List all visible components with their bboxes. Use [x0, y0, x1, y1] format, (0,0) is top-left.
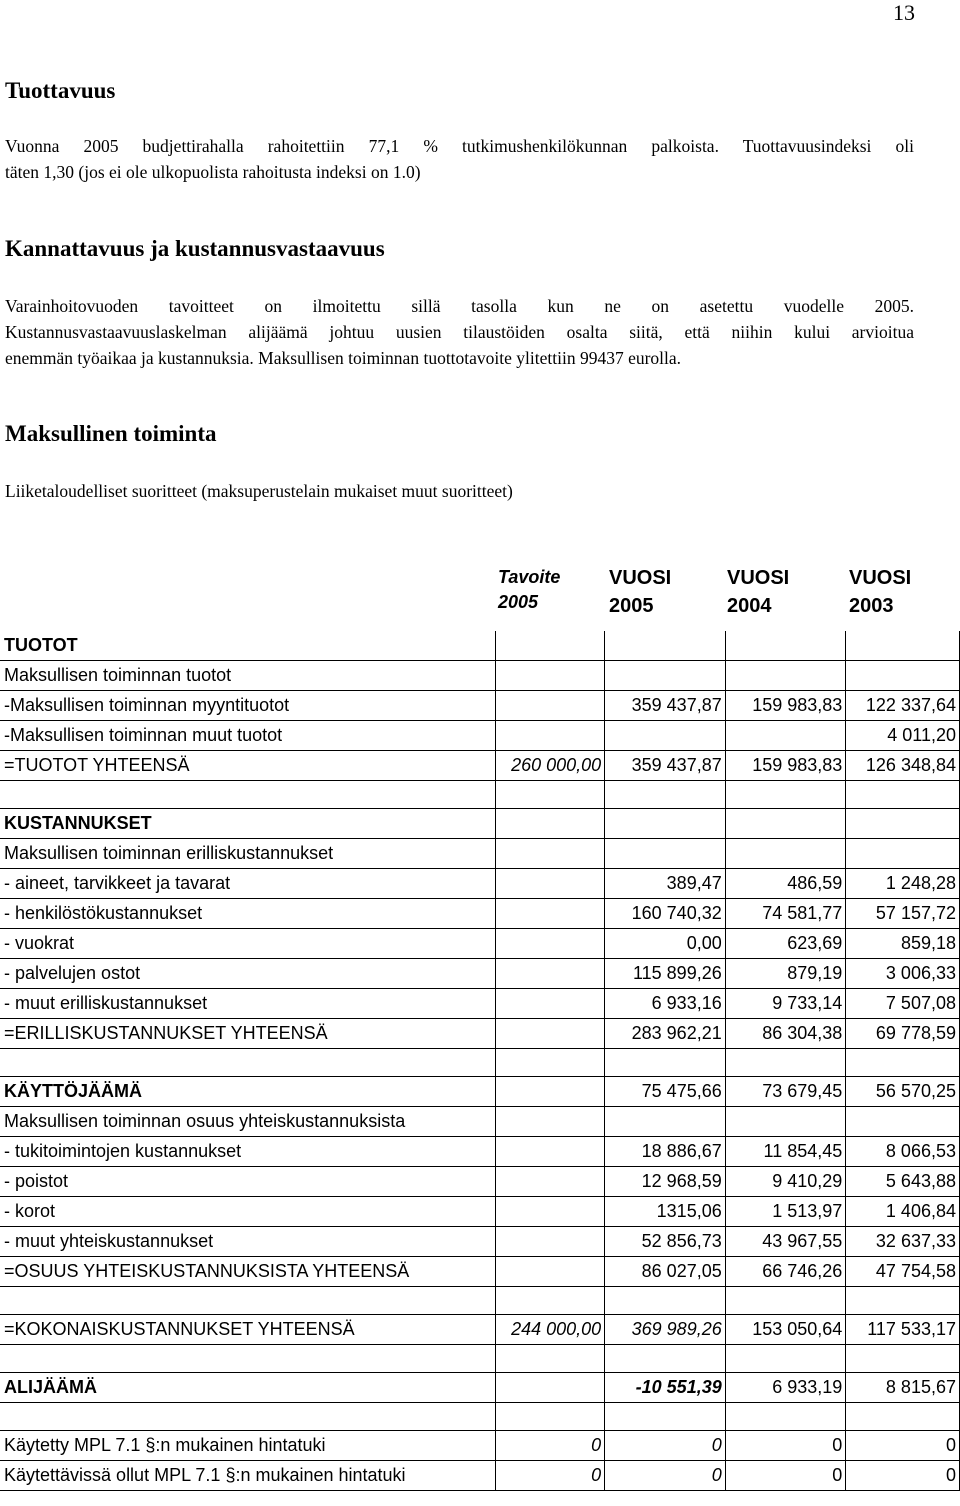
row-label: - palvelujen ostot: [0, 959, 496, 989]
cell-2005: [605, 661, 726, 691]
table-row: [0, 631, 960, 661]
cell-2005: [605, 1107, 726, 1137]
header-tavoite: [498, 565, 560, 615]
header-vuosi-2004: [727, 564, 789, 620]
cell-2003: 8 066,53: [846, 1137, 960, 1167]
cell-2004: 0: [725, 1431, 846, 1461]
row-label: [0, 1403, 496, 1431]
row-label: [0, 1049, 496, 1077]
cell-2003: 47 754,58: [846, 1257, 960, 1287]
row-label: KUSTANNUKSET: [0, 809, 496, 839]
table-row: [0, 751, 960, 781]
cell-tavoite: [496, 1257, 605, 1287]
cell-tavoite: [496, 661, 605, 691]
row-label: - muut yhteiskustannukset: [0, 1227, 496, 1257]
header-vuosi-2003: [849, 564, 911, 620]
cell-tavoite: [496, 1137, 605, 1167]
row-label: - vuokrat: [0, 929, 496, 959]
row-label: KÄYTTÖJÄÄMÄ: [0, 1077, 496, 1107]
cell-2005: 0: [605, 1461, 726, 1491]
table-row: [0, 1077, 960, 1107]
row-label: Maksullisen toiminnan tuotot: [0, 661, 496, 691]
kannattavuus-text-line2: Kustannusvastaavuuslaskelman alijäämä johtuu uusien tilaustöiden osalta siitä, että niihin kului arvioitua: [5, 322, 914, 342]
cell-2003: [846, 839, 960, 869]
table-row: [0, 839, 960, 869]
cell-2005: 369 989,26: [605, 1315, 726, 1345]
cell-2004: [725, 809, 846, 839]
cell-2003: 5 643,88: [846, 1167, 960, 1197]
cell-2003: 859,18: [846, 929, 960, 959]
cell-2003: [846, 1345, 960, 1373]
table-row: [0, 1315, 960, 1345]
row-label: - poistot: [0, 1167, 496, 1197]
cell-2005: 389,47: [605, 869, 726, 899]
cell-tavoite: [496, 631, 605, 661]
cell-tavoite: [496, 1287, 605, 1315]
row-label: TUOTOT: [0, 631, 496, 661]
cell-tavoite: [496, 929, 605, 959]
cell-2005: 359 437,87: [605, 691, 726, 721]
row-label: - korot: [0, 1197, 496, 1227]
cell-2004: 153 050,64: [725, 1315, 846, 1345]
row-label: =ERILLISKUSTANNUKSET YHTEENSÄ: [0, 1019, 496, 1049]
table-row: [0, 869, 960, 899]
cell-2003: 0: [846, 1431, 960, 1461]
cell-2005: [605, 721, 726, 751]
table-row: [0, 691, 960, 721]
cell-2003: 57 157,72: [846, 899, 960, 929]
cell-2005: 12 968,59: [605, 1167, 726, 1197]
row-label: - henkilöstökustannukset: [0, 899, 496, 929]
cell-tavoite: [496, 1049, 605, 1077]
cell-2003: [846, 1107, 960, 1137]
cell-tavoite: [496, 691, 605, 721]
table-row: [0, 1107, 960, 1137]
table-row: [0, 1227, 960, 1257]
cell-2004: 43 967,55: [725, 1227, 846, 1257]
cell-tavoite: [496, 899, 605, 929]
financial-table: [0, 631, 960, 1491]
cell-2004: 9 733,14: [725, 989, 846, 1019]
row-label: - muut erilliskustannukset: [0, 989, 496, 1019]
cell-2003: 1 248,28: [846, 869, 960, 899]
cell-2003: 32 637,33: [846, 1227, 960, 1257]
cell-tavoite: [496, 989, 605, 1019]
cell-2004: 86 304,38: [725, 1019, 846, 1049]
cell-2003: 1 406,84: [846, 1197, 960, 1227]
heading-maksullinen: Maksullinen toiminta: [5, 421, 217, 446]
table-row: [0, 1137, 960, 1167]
cell-2003: 4 011,20: [846, 721, 960, 751]
cell-tavoite: 260 000,00: [496, 751, 605, 781]
cell-tavoite: [496, 1167, 605, 1197]
cell-2004: 11 854,45: [725, 1137, 846, 1167]
cell-2003: 3 006,33: [846, 959, 960, 989]
cell-2003: 56 570,25: [846, 1077, 960, 1107]
row-label: ALIJÄÄMÄ: [0, 1373, 496, 1403]
cell-2005: -10 551,39: [605, 1373, 726, 1403]
cell-2003: 69 778,59: [846, 1019, 960, 1049]
cell-2003: 0: [846, 1461, 960, 1491]
cell-2003: 8 815,67: [846, 1373, 960, 1403]
cell-tavoite: 0: [496, 1461, 605, 1491]
cell-tavoite: [496, 1345, 605, 1373]
table-row: [0, 1461, 960, 1491]
heading-tuottavuus: Tuottavuus: [5, 78, 116, 103]
cell-2005: [605, 1345, 726, 1373]
cell-tavoite: [496, 809, 605, 839]
cell-2005: 359 437,87: [605, 751, 726, 781]
cell-2005: 0,00: [605, 929, 726, 959]
cell-2003: 117 533,17: [846, 1315, 960, 1345]
cell-2005: 52 856,73: [605, 1227, 726, 1257]
header-vuosi-2004-line2: 2004: [727, 595, 772, 617]
cell-2005: [605, 809, 726, 839]
table-row: [0, 1049, 960, 1077]
tuottavuus-text-line1: Vuonna 2005 budjettirahalla rahoitettiin 77,1 % tutkimushenkilökunnan palkoista. Tuottavuusindeksi oli: [5, 136, 914, 156]
table-row: [0, 721, 960, 751]
cell-2003: [846, 1049, 960, 1077]
cell-tavoite: [496, 839, 605, 869]
row-label: Maksullisen toiminnan osuus yhteiskustannuksista: [0, 1107, 496, 1137]
cell-tavoite: [496, 1403, 605, 1431]
cell-2004: [725, 1287, 846, 1315]
row-label: -Maksullisen toiminnan myyntituotot: [0, 691, 496, 721]
tuottavuus-text-line2: täten 1,30 (jos ei ole ulkopuolista rahoitusta indeksi on 1.0): [5, 162, 421, 182]
table-row: [0, 809, 960, 839]
cell-2005: 6 933,16: [605, 989, 726, 1019]
cell-2004: [725, 1049, 846, 1077]
cell-2004: 159 983,83: [725, 751, 846, 781]
row-label: Käytettävissä ollut MPL 7.1 §:n mukainen hintatuki: [0, 1461, 496, 1491]
cell-2004: [725, 781, 846, 809]
row-label: [0, 1287, 496, 1315]
cell-2004: 879,19: [725, 959, 846, 989]
row-label: -Maksullisen toiminnan muut tuotot: [0, 721, 496, 751]
cell-2004: 6 933,19: [725, 1373, 846, 1403]
cell-2005: [605, 1287, 726, 1315]
cell-2003: 122 337,64: [846, 691, 960, 721]
row-label: - tukitoimintojen kustannukset: [0, 1137, 496, 1167]
maksullinen-subtitle: Liiketaloudelliset suoritteet (maksuperustelain mukaiset muut suoritteet): [5, 481, 513, 501]
cell-2005: [605, 1049, 726, 1077]
cell-2005: [605, 781, 726, 809]
cell-tavoite: 244 000,00: [496, 1315, 605, 1345]
table-row: [0, 1167, 960, 1197]
row-label: Maksullisen toiminnan erilliskustannukset: [0, 839, 496, 869]
kannattavuus-text-line3: enemmän työaikaa ja kustannuksia. Maksullisen toiminnan tuottotavoite ylitettiin 99437 eurolla.: [5, 348, 682, 368]
cell-tavoite: [496, 1019, 605, 1049]
cell-2003: [846, 1403, 960, 1431]
row-label: [0, 1345, 496, 1373]
header-vuosi-2003-line1: VUOSI: [849, 567, 912, 589]
cell-2004: 159 983,83: [725, 691, 846, 721]
table-row: [0, 781, 960, 809]
cell-2005: 115 899,26: [605, 959, 726, 989]
table-row: [0, 1373, 960, 1403]
cell-2005: [605, 631, 726, 661]
cell-tavoite: [496, 781, 605, 809]
table-row: [0, 1403, 960, 1431]
row-label: [0, 781, 496, 809]
table-row: [0, 1197, 960, 1227]
header-tavoite-line2: 2005: [498, 592, 539, 612]
cell-2004: 1 513,97: [725, 1197, 846, 1227]
cell-2003: [846, 661, 960, 691]
cell-tavoite: [496, 721, 605, 751]
table-row: [0, 959, 960, 989]
header-vuosi-2005-line2: 2005: [609, 595, 654, 617]
cell-2005: 86 027,05: [605, 1257, 726, 1287]
header-vuosi-2004-line1: VUOSI: [727, 567, 790, 589]
header-vuosi-2005-line1: VUOSI: [609, 567, 672, 589]
row-label: - aineet, tarvikkeet ja tavarat: [0, 869, 496, 899]
cell-2005: 283 962,21: [605, 1019, 726, 1049]
table-row: [0, 661, 960, 691]
kannattavuus-text-line1: Varainhoitovuoden tavoitteet on ilmoitettu sillä tasolla kun ne on asetettu vuodelle 2005.: [5, 296, 914, 316]
cell-2004: [725, 1107, 846, 1137]
table-row: [0, 1287, 960, 1315]
cell-2005: 1315,06: [605, 1197, 726, 1227]
table-row: [0, 899, 960, 929]
table-row: [0, 1257, 960, 1287]
cell-2003: [846, 1287, 960, 1315]
cell-2004: 623,69: [725, 929, 846, 959]
cell-2004: [725, 1345, 846, 1373]
cell-tavoite: [496, 1077, 605, 1107]
cell-tavoite: [496, 869, 605, 899]
cell-2004: 9 410,29: [725, 1167, 846, 1197]
cell-tavoite: [496, 1197, 605, 1227]
table-row: [0, 929, 960, 959]
cell-tavoite: 0: [496, 1431, 605, 1461]
table-row: [0, 1345, 960, 1373]
row-label: Käytetty MPL 7.1 §:n mukainen hintatuki: [0, 1431, 496, 1461]
cell-2004: 0: [725, 1461, 846, 1491]
cell-tavoite: [496, 1373, 605, 1403]
heading-kannattavuus: Kannattavuus ja kustannusvastaavuus: [5, 236, 385, 261]
cell-2005: 160 740,32: [605, 899, 726, 929]
row-label: =TUOTOT YHTEENSÄ: [0, 751, 496, 781]
table-row: [0, 989, 960, 1019]
table-row: [0, 1431, 960, 1461]
row-label: =OSUUS YHTEISKUSTANNUKSISTA YHTEENSÄ: [0, 1257, 496, 1287]
cell-2004: [725, 839, 846, 869]
page-number: 13: [893, 0, 915, 25]
cell-2004: [725, 631, 846, 661]
cell-2004: 486,59: [725, 869, 846, 899]
cell-2003: [846, 781, 960, 809]
header-vuosi-2003-line2: 2003: [849, 595, 894, 617]
cell-2003: [846, 631, 960, 661]
cell-2005: 0: [605, 1431, 726, 1461]
header-vuosi-2005: [609, 564, 671, 620]
cell-2005: 18 886,67: [605, 1137, 726, 1167]
cell-tavoite: [496, 1227, 605, 1257]
cell-2004: [725, 1403, 846, 1431]
cell-tavoite: [496, 1107, 605, 1137]
cell-2004: [725, 661, 846, 691]
cell-2003: 7 507,08: [846, 989, 960, 1019]
cell-tavoite: [496, 959, 605, 989]
cell-2004: [725, 721, 846, 751]
cell-2004: 74 581,77: [725, 899, 846, 929]
row-label: =KOKONAISKUSTANNUKSET YHTEENSÄ: [0, 1315, 496, 1345]
table-row: [0, 1019, 960, 1049]
cell-2005: [605, 1403, 726, 1431]
cell-2004: 73 679,45: [725, 1077, 846, 1107]
cell-2005: [605, 839, 726, 869]
cell-2003: 126 348,84: [846, 751, 960, 781]
cell-2003: [846, 809, 960, 839]
header-tavoite-line1: Tavoite: [498, 567, 561, 587]
cell-2004: 66 746,26: [725, 1257, 846, 1287]
cell-2005: 75 475,66: [605, 1077, 726, 1107]
